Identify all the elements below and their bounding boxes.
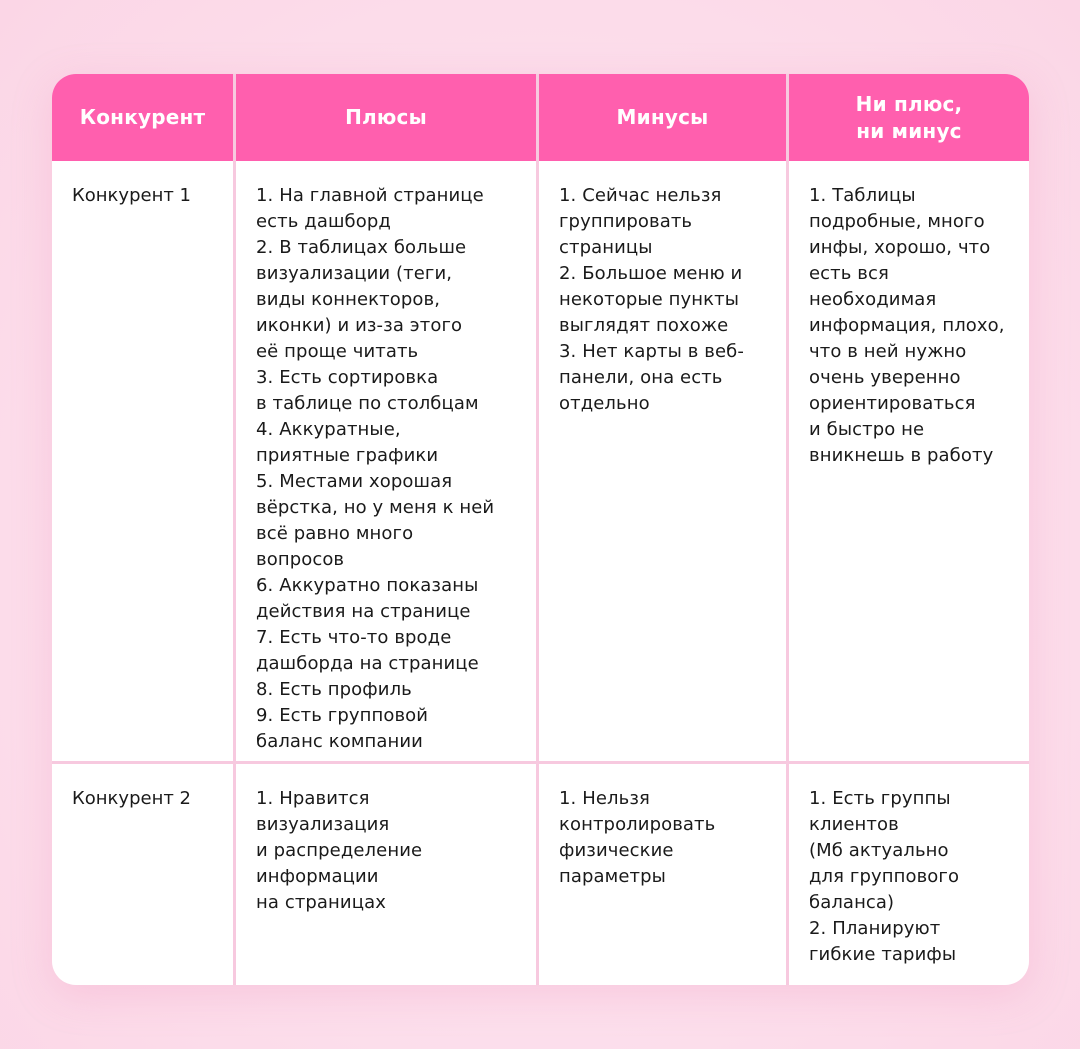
row-2-neutral: 1. Есть группы клиентов (Мб актуально для группового баланса) 2. Планируют гибкие тарифы — [789, 761, 1029, 985]
row-2-pros: 1. Нравится визуализация и распределение информации на страницах — [236, 761, 536, 985]
row-1-name: Конкурент 1 — [52, 161, 233, 761]
header-neutral: Ни плюс, ни минус — [789, 74, 1029, 161]
comparison-table — [52, 74, 1029, 985]
header-pros: Плюсы — [236, 74, 536, 161]
row-1-cons: 1. Сейчас нельзя группировать страницы 2. Большое меню и некоторые пункты выглядят похоже 3. Нет карты в веб- панели, она есть отдельно — [539, 161, 786, 761]
row-1-neutral: 1. Таблицы подробные, много инфы, хорошо, что есть вся необходимая информация, плохо, что в ней нужно очень уверенно ориентироваться и быстро не вникнешь в работу — [789, 161, 1029, 761]
row-2-cons: 1. Нельзя контролировать физические параметры — [539, 761, 786, 985]
comparison-grid — [52, 74, 1029, 985]
row-2-name: Конкурент 2 — [52, 761, 233, 985]
row-1-pros: 1. На главной странице есть дашборд 2. В таблицах больше визуализации (теги, виды коннекторов, иконки) и из-за этого её проще читать 3. Есть сортировка в таблице по столбцам 4. Аккуратные, приятные графики 5. Местами хорошая вёрстка, но у меня к ней всё равно много вопросов 6. Аккуратно показаны действия на странице 7. Есть что-то вроде дашборда на странице 8. Есть профиль 9. Есть групповой баланс компании — [236, 161, 536, 761]
header-cons: Минусы — [539, 74, 786, 161]
header-competitor: Конкурент — [52, 74, 233, 161]
